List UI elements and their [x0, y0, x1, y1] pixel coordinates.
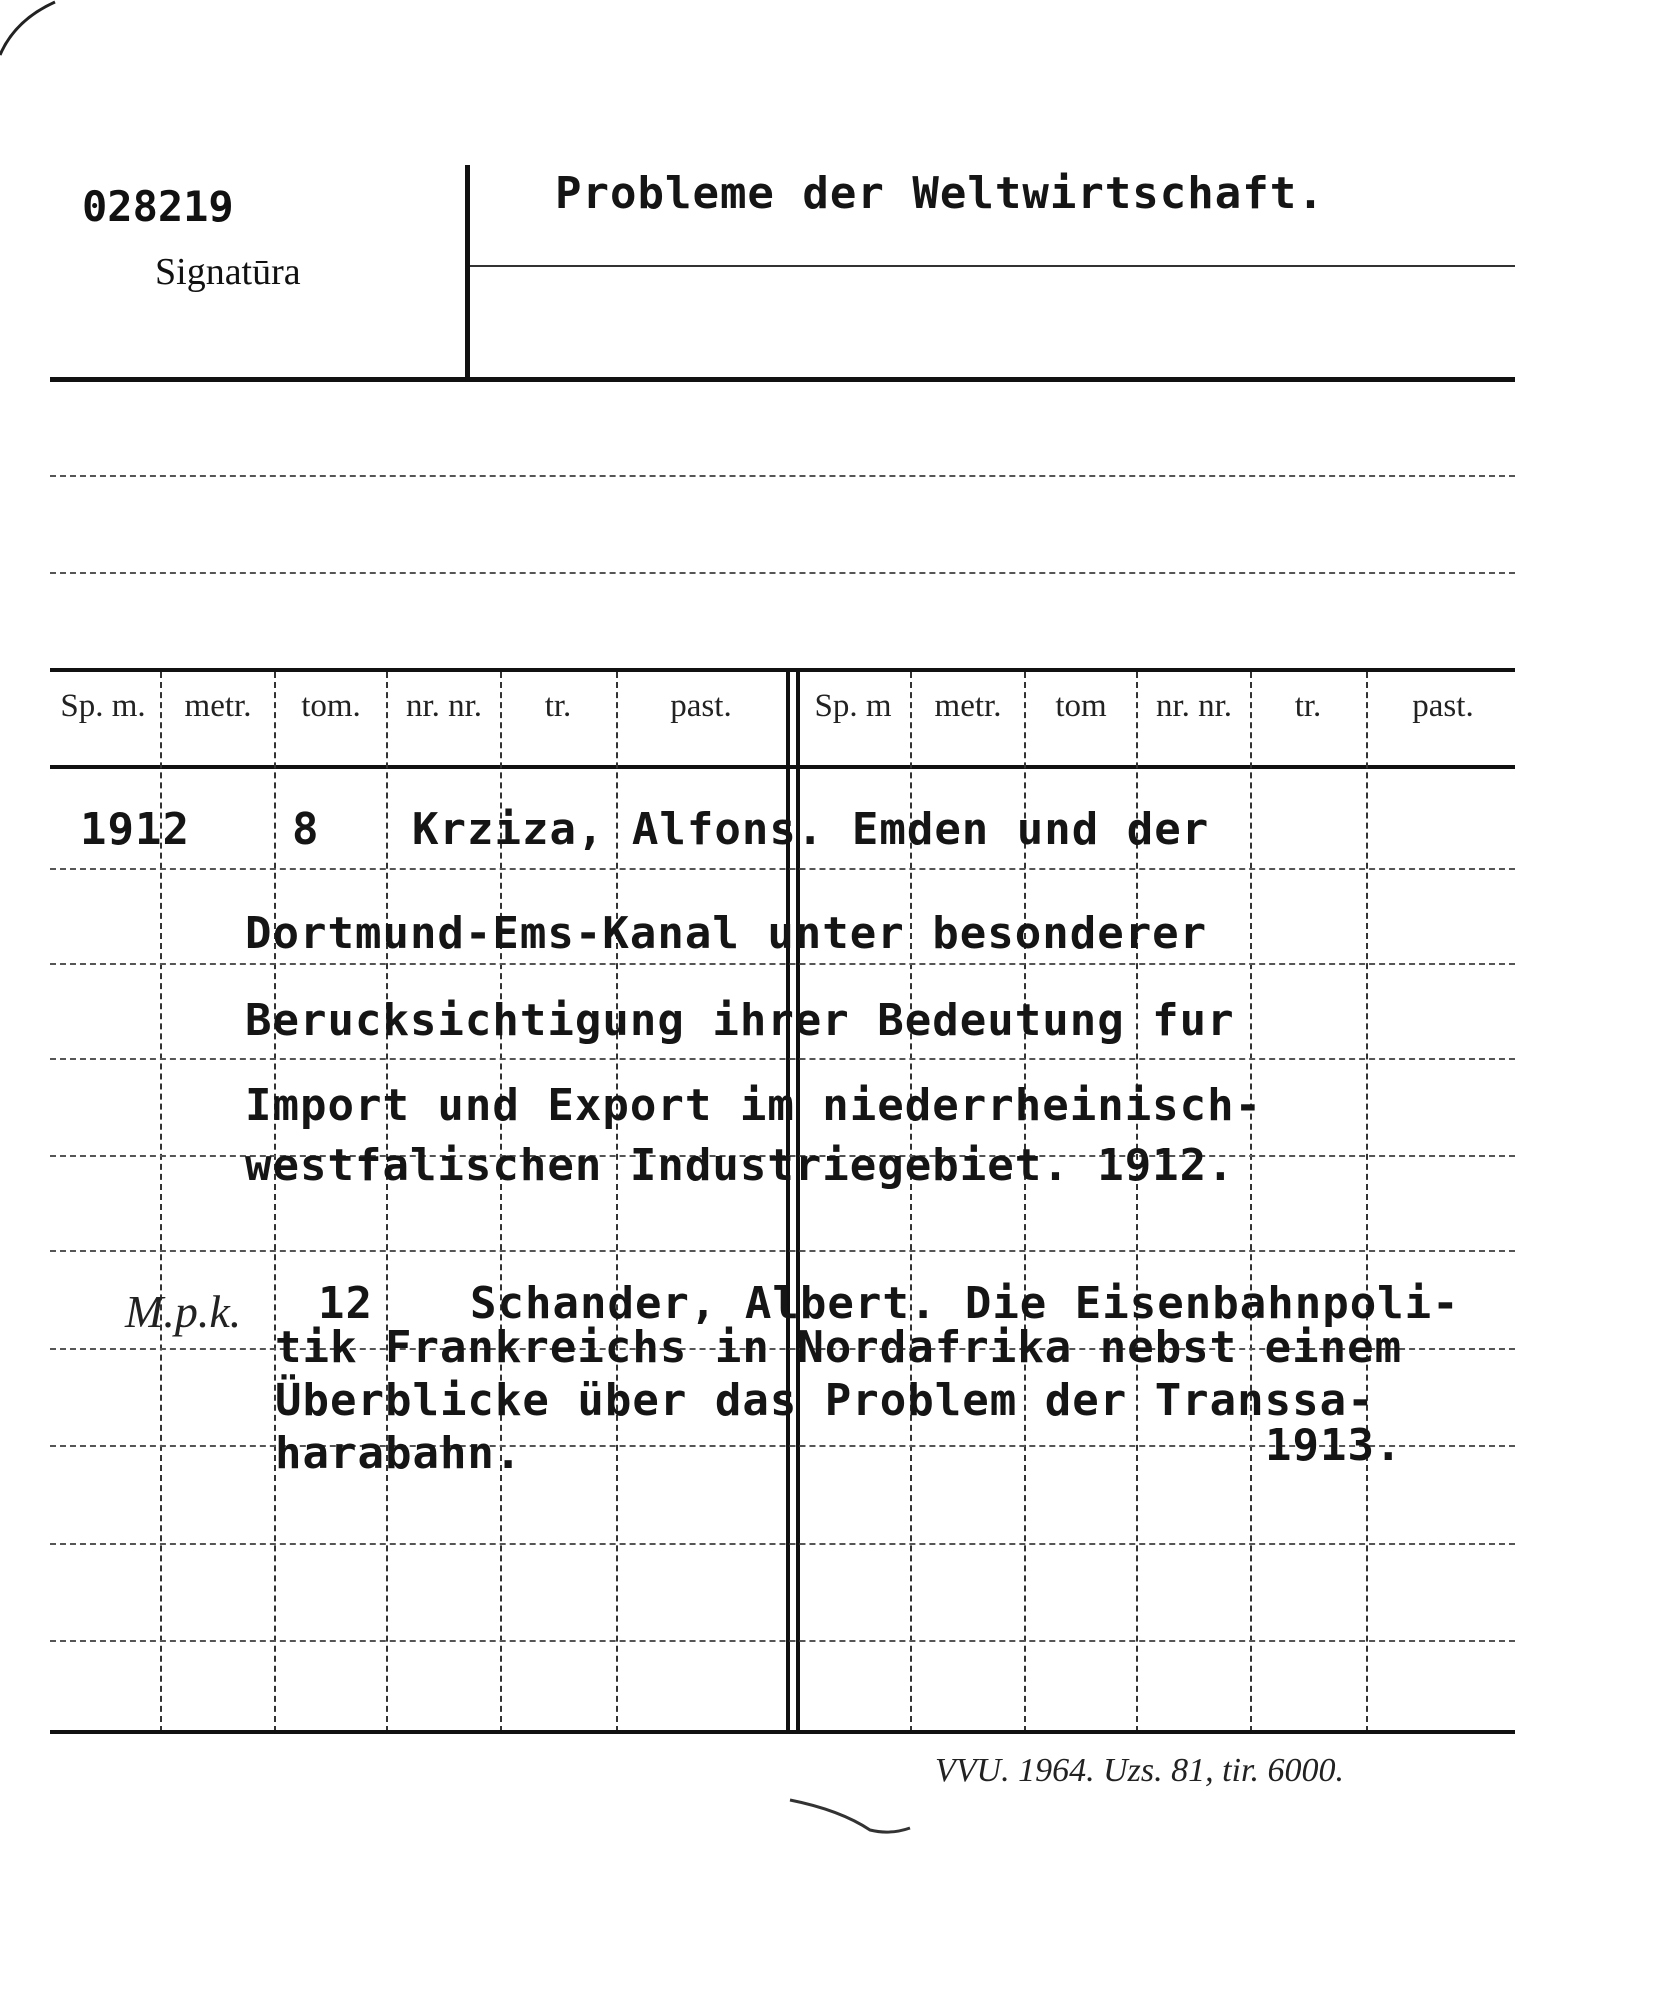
col-header-past-2: past. — [1412, 688, 1474, 724]
table-row-line — [50, 1543, 1515, 1545]
entry-year: 1912 — [80, 804, 190, 855]
entry-line: Import und Export im niederrheinisch- — [245, 1080, 1263, 1131]
col-header-nr-nr-2: nr. nr. — [1155, 688, 1233, 724]
entry-line: Schander, Albert. Die Eisenbahnpoli- — [470, 1278, 1460, 1329]
entry-line: Überblicke über das Problem der Transsa- — [275, 1375, 1375, 1426]
entry-tom: 12 — [318, 1278, 373, 1329]
table-row-line — [50, 963, 1515, 965]
header-divider — [465, 165, 470, 377]
column-line — [386, 672, 388, 1732]
entry-line: tik Frankreichs in Nordafrika nebst einem — [275, 1322, 1403, 1373]
entry-line: Berucksichtigung ihrer Bedeutung fur — [245, 995, 1235, 1046]
entry-line: harabahn. — [275, 1428, 523, 1479]
col-header-past: past. — [670, 688, 732, 724]
entry-line: westfalischen Industriegebiet. 1912. — [245, 1140, 1235, 1191]
ruled-line — [50, 572, 1515, 574]
table-row-line — [50, 1058, 1515, 1060]
col-header-tr-2: tr. — [1294, 688, 1322, 724]
col-header-metr-2: metr. — [934, 688, 1002, 724]
entry-line: Krziza, Alfons. Emden und der — [412, 804, 1210, 855]
table-row-line — [50, 1250, 1515, 1252]
col-header-tom: tom. — [301, 688, 361, 724]
signature-number: 028219 — [82, 182, 234, 231]
table-header-rule — [50, 765, 1515, 769]
ruled-line — [50, 475, 1515, 477]
column-line — [1366, 672, 1368, 1732]
header-bottom-rule — [50, 377, 1515, 382]
column-line — [274, 672, 276, 1732]
handwritten-mark: M.p.k. — [125, 1286, 242, 1337]
entry-line: Dortmund-Ems-Kanal unter besonderer — [245, 908, 1208, 959]
entry-year: 1913. — [1265, 1420, 1403, 1471]
col-header-sp-m: Sp. m. — [60, 688, 146, 724]
footer-note: VVU. 1964. Uzs. 81, tir. 6000. — [935, 1752, 1344, 1789]
table-row-line — [50, 868, 1515, 870]
pen-mark — [780, 1790, 920, 1850]
col-header-nr-nr: nr. nr. — [405, 688, 483, 724]
col-header-tom-2: tom — [1055, 688, 1107, 724]
signature-label: Signatūra — [155, 251, 301, 293]
table-top-rule — [50, 668, 1515, 672]
table-bottom-rule — [50, 1730, 1515, 1734]
table-row-line — [50, 1640, 1515, 1642]
column-line — [1250, 672, 1252, 1732]
entry-tom: 8 — [292, 804, 320, 855]
title-underline — [470, 265, 1515, 267]
col-header-tr: tr. — [544, 688, 572, 724]
corner-scuff — [0, 0, 60, 60]
card-title: Probleme der Weltwirtschaft. — [555, 168, 1325, 219]
col-header-sp-m-2: Sp. m — [814, 688, 892, 724]
col-header-metr: metr. — [184, 688, 252, 724]
